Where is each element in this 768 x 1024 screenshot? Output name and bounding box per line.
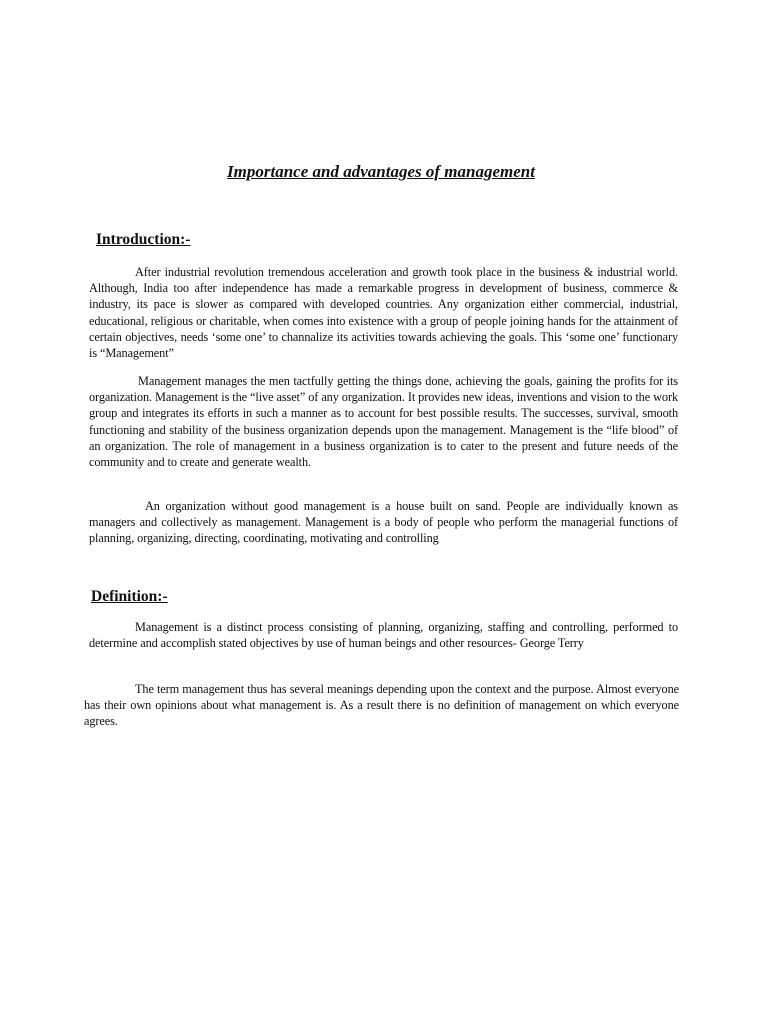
introduction-paragraph: An organization without good management is a house built on sand. People are individually known as managers and collectively as management. Management is a body of people who perform the managerial functions of planning, organizing, directing, coordinating, motivating and controlling	[89, 499, 678, 546]
definition-paragraph: The term management thus has several meanings depending upon the context and the purpose. Almost everyone has their own opinions about what management is. As a result there is no definition of management on which everyone agrees.	[84, 682, 679, 729]
section-heading-definition: Definition:-	[91, 588, 168, 605]
document-title: Importance and advantages of management	[227, 162, 535, 181]
introduction-paragraph: Management manages the men tactfully getting the things done, achieving the goals, gaining the profits for its organization. Management is the “live asset” of any organization. It provides new ideas, inventions and vision to the work group and integrates its efforts in such a manner as to account for best possible results. The successes, survival, smooth functioning and stability of the business organization depends upon the management. Management is the “life blood” of an organization. The role of management in a business organization is to cater to the present and future needs of the community and to create and generate wealth.	[89, 374, 678, 470]
section-heading-introduction: Introduction:-	[96, 231, 191, 248]
introduction-paragraph: After industrial revolution tremendous acceleration and growth took place in the business & industrial world. Although, India too after independence has made a remarkable progress in development of business, commerce & industry, its pace is slower as compared with developed countries. Any organization either commercial, industrial, educational, religious or charitable, when comes into existence with a group of people joining hands for the attainment of certain objectives, needs ‘some one’ to channalize its activities towards achieving the goals. This ‘some one’ functionary is “Management”	[89, 265, 678, 361]
definition-paragraph: Management is a distinct process consisting of planning, organizing, staffing and controlling, performed to determine and accomplish stated objectives by use of human beings and other resources- George Terry	[89, 620, 678, 651]
